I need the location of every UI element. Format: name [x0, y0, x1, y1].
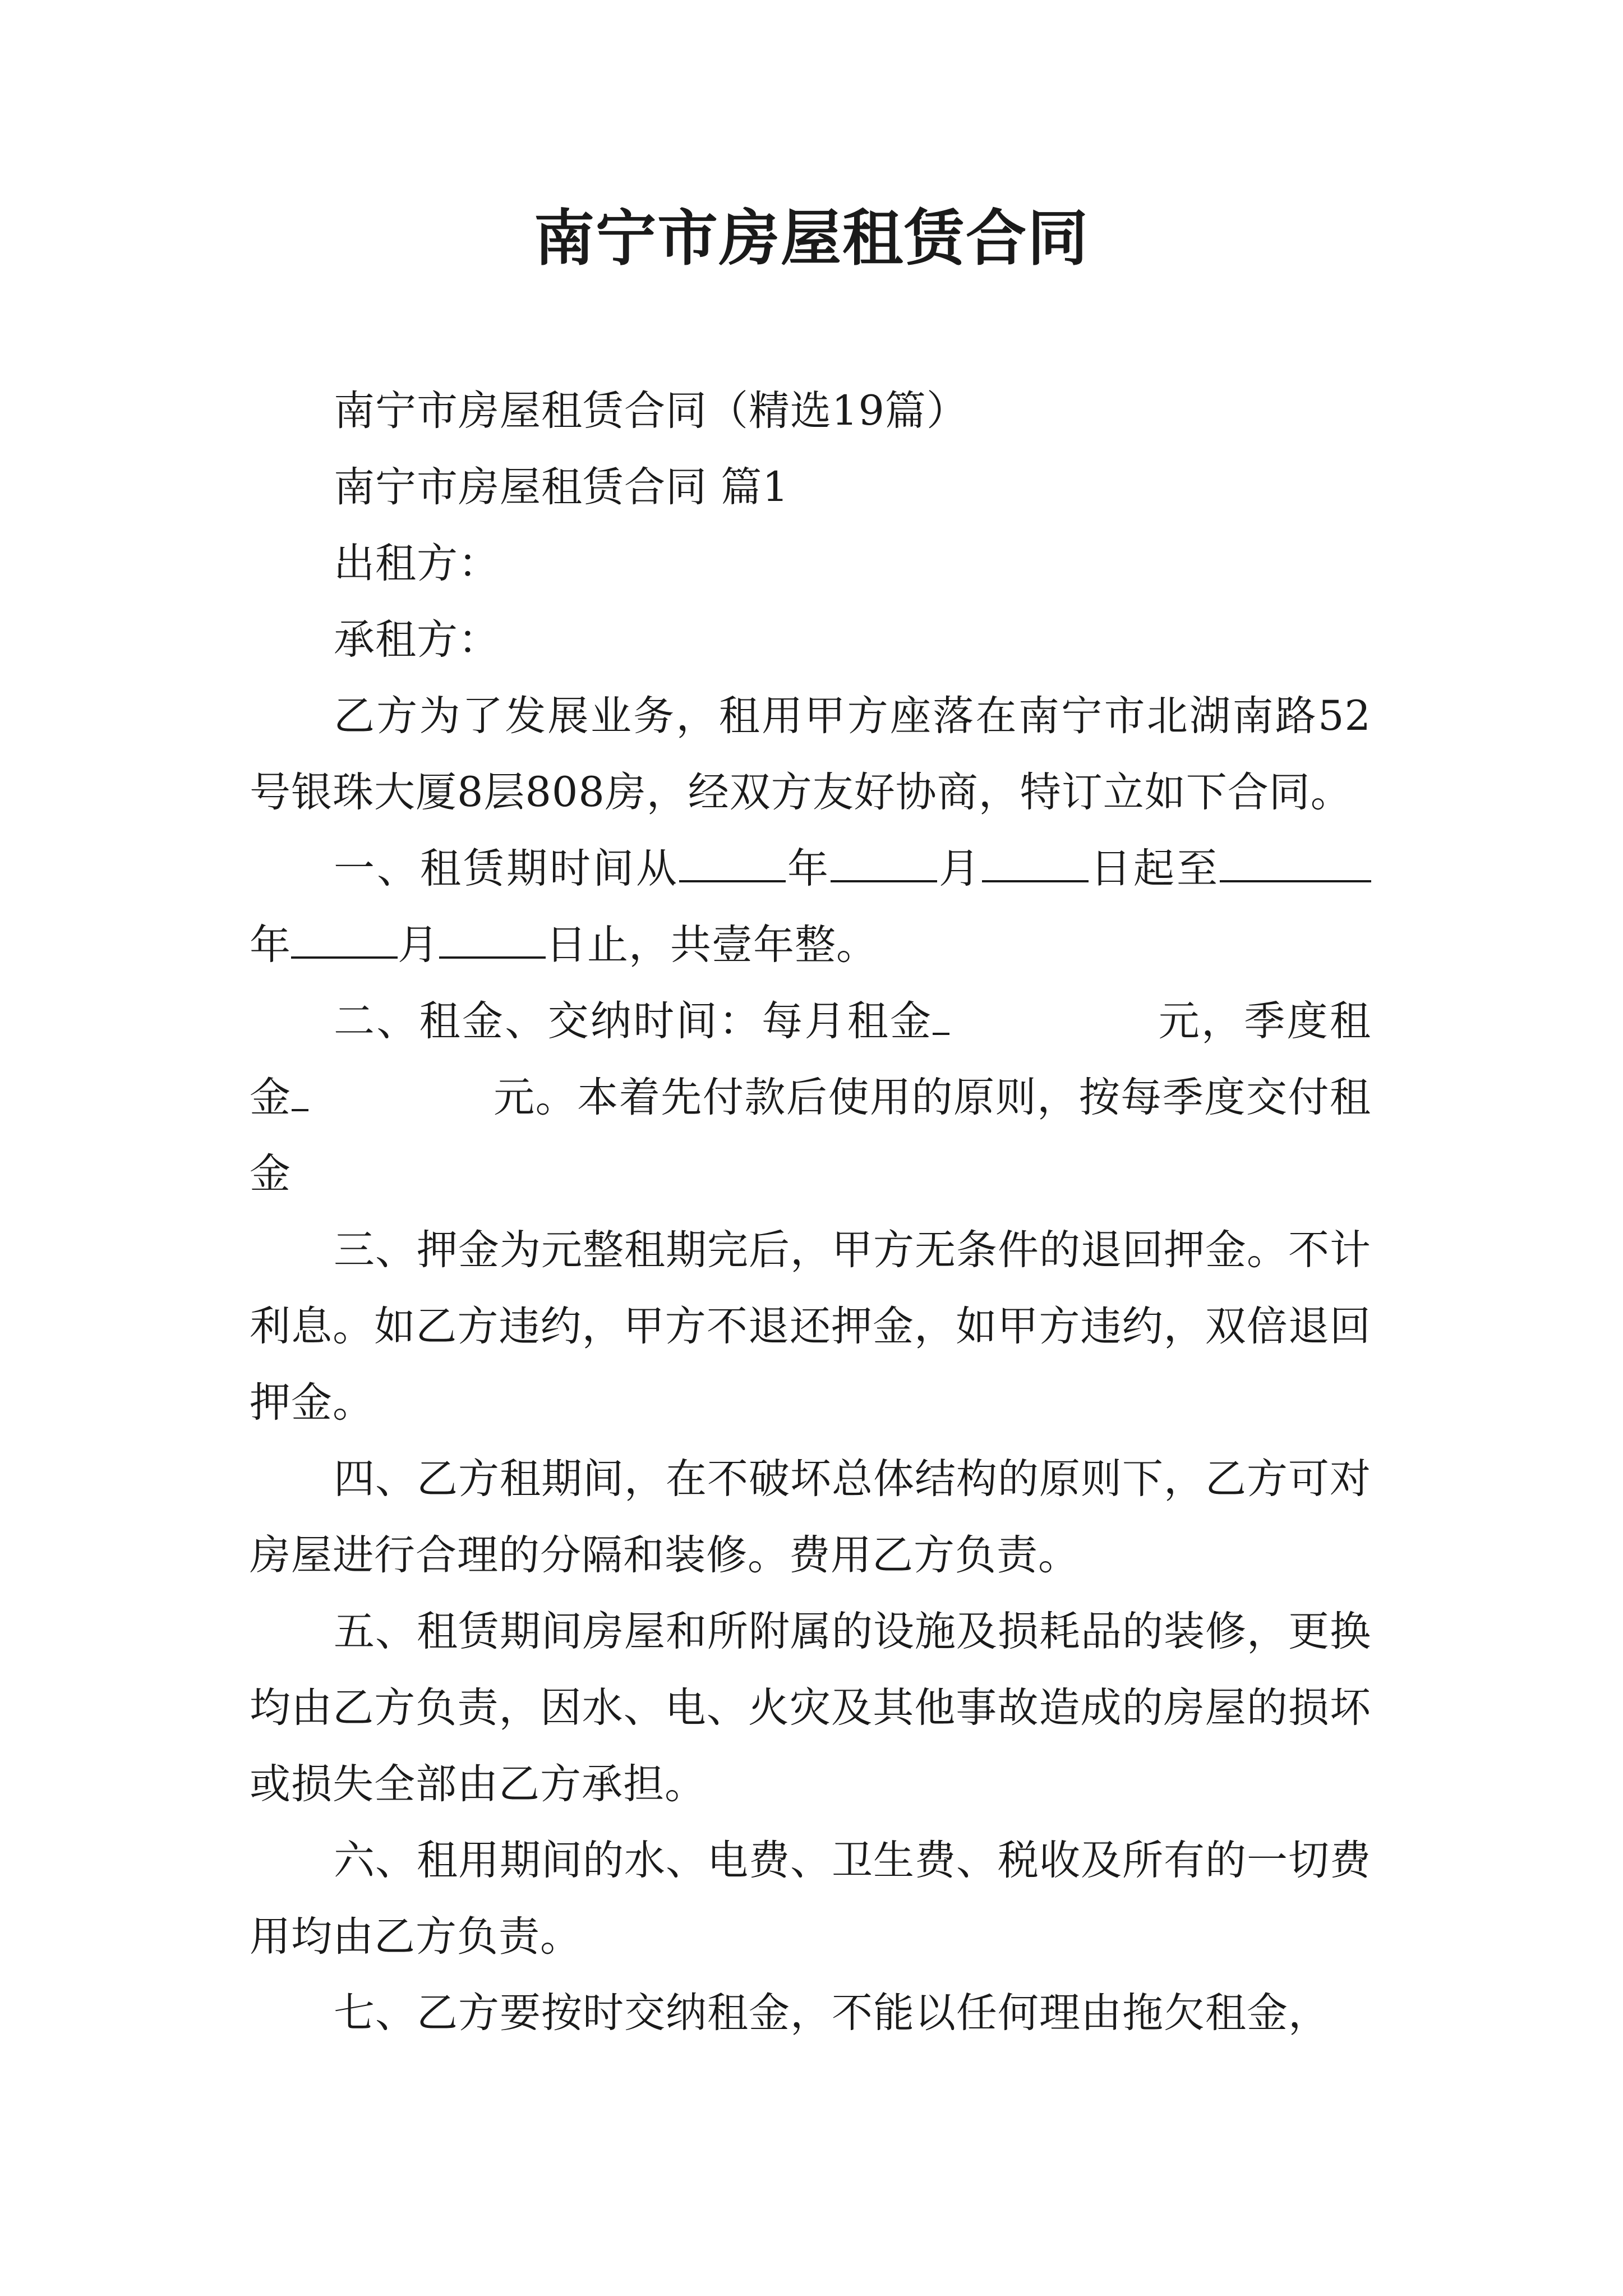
blank-monthly-rent — [933, 993, 949, 1035]
clause-7: 七、乙方要按时交纳租金，不能以任何理由拖欠租金， — [334, 1989, 1330, 2037]
clause-2 — [250, 983, 1371, 1212]
intro-paragraph: 乙方为了发展业务，租用甲方座落在南宁市北湖南路52号银珠大厦8层808房，经双方友好协商，特订立如下合同。 — [250, 692, 1371, 816]
clause-1-month1: 月 — [937, 845, 982, 892]
clause-1-year1: 年 — [786, 845, 831, 892]
part-heading: 南宁市房屋租赁合同 篇1 — [334, 463, 789, 511]
blank-end-day — [439, 917, 546, 959]
clause-1-prefix: 一、租赁期时间从 — [334, 845, 679, 892]
clause-3: 三、押金为元整租期完后，甲方无条件的退回押金。不计利息。如乙方违约，甲方不退还押金，如甲方违约，双倍退回押金。 — [250, 1226, 1371, 1427]
lessee-label: 承租方： — [334, 616, 500, 664]
clause-2-mid: 元，季度租金 — [250, 997, 1372, 1121]
clause-4: 四、乙方租期间，在不破坏总体结构的原则下，乙方可对房屋进行合理的分隔和装修。费用乙方负责。 — [250, 1455, 1371, 1579]
clause-1 — [250, 831, 1371, 983]
blank-end-month — [291, 917, 398, 959]
clause-5: 五、租赁期间房屋和所附属的设施及损耗品的装修，更换均由乙方负责，因水、电、火灾及其他事故造成的房屋的损坏或损失全部由乙方承担。 — [250, 1608, 1371, 1808]
lessor-label: 出租方： — [334, 540, 500, 587]
blank-start-day — [982, 841, 1089, 882]
blank-quarterly-rent — [292, 1070, 308, 1111]
clause-1-suffix: 日止，共壹年整。 — [546, 921, 878, 969]
blank-end-year — [1220, 841, 1371, 882]
clause-2-prefix: 二、租金、交纳时间：每月租金 — [334, 997, 933, 1045]
subtitle: 南宁市房屋租赁合同（精选19篇） — [334, 387, 968, 435]
document-title: 南宁市房屋租赁合同 — [533, 203, 1089, 274]
clause-1-year2: 年 — [250, 921, 291, 969]
blank-start-year — [679, 841, 786, 882]
clause-1-day1: 日起至 — [1089, 845, 1220, 892]
blank-start-month — [831, 841, 937, 882]
clause-2-suffix: 元。本着先付款后使用的原则，按每季度交付租金 — [250, 1074, 1372, 1198]
clause-1-month2: 月 — [398, 921, 439, 969]
blank-quarterly-rent-space — [308, 1072, 494, 1111]
clause-6: 六、租用期间的水、电费、卫生费、税收及所有的一切费用均由乙方负责。 — [250, 1837, 1371, 1961]
document-body — [250, 373, 1371, 2051]
blank-monthly-rent-space — [949, 996, 1157, 1035]
